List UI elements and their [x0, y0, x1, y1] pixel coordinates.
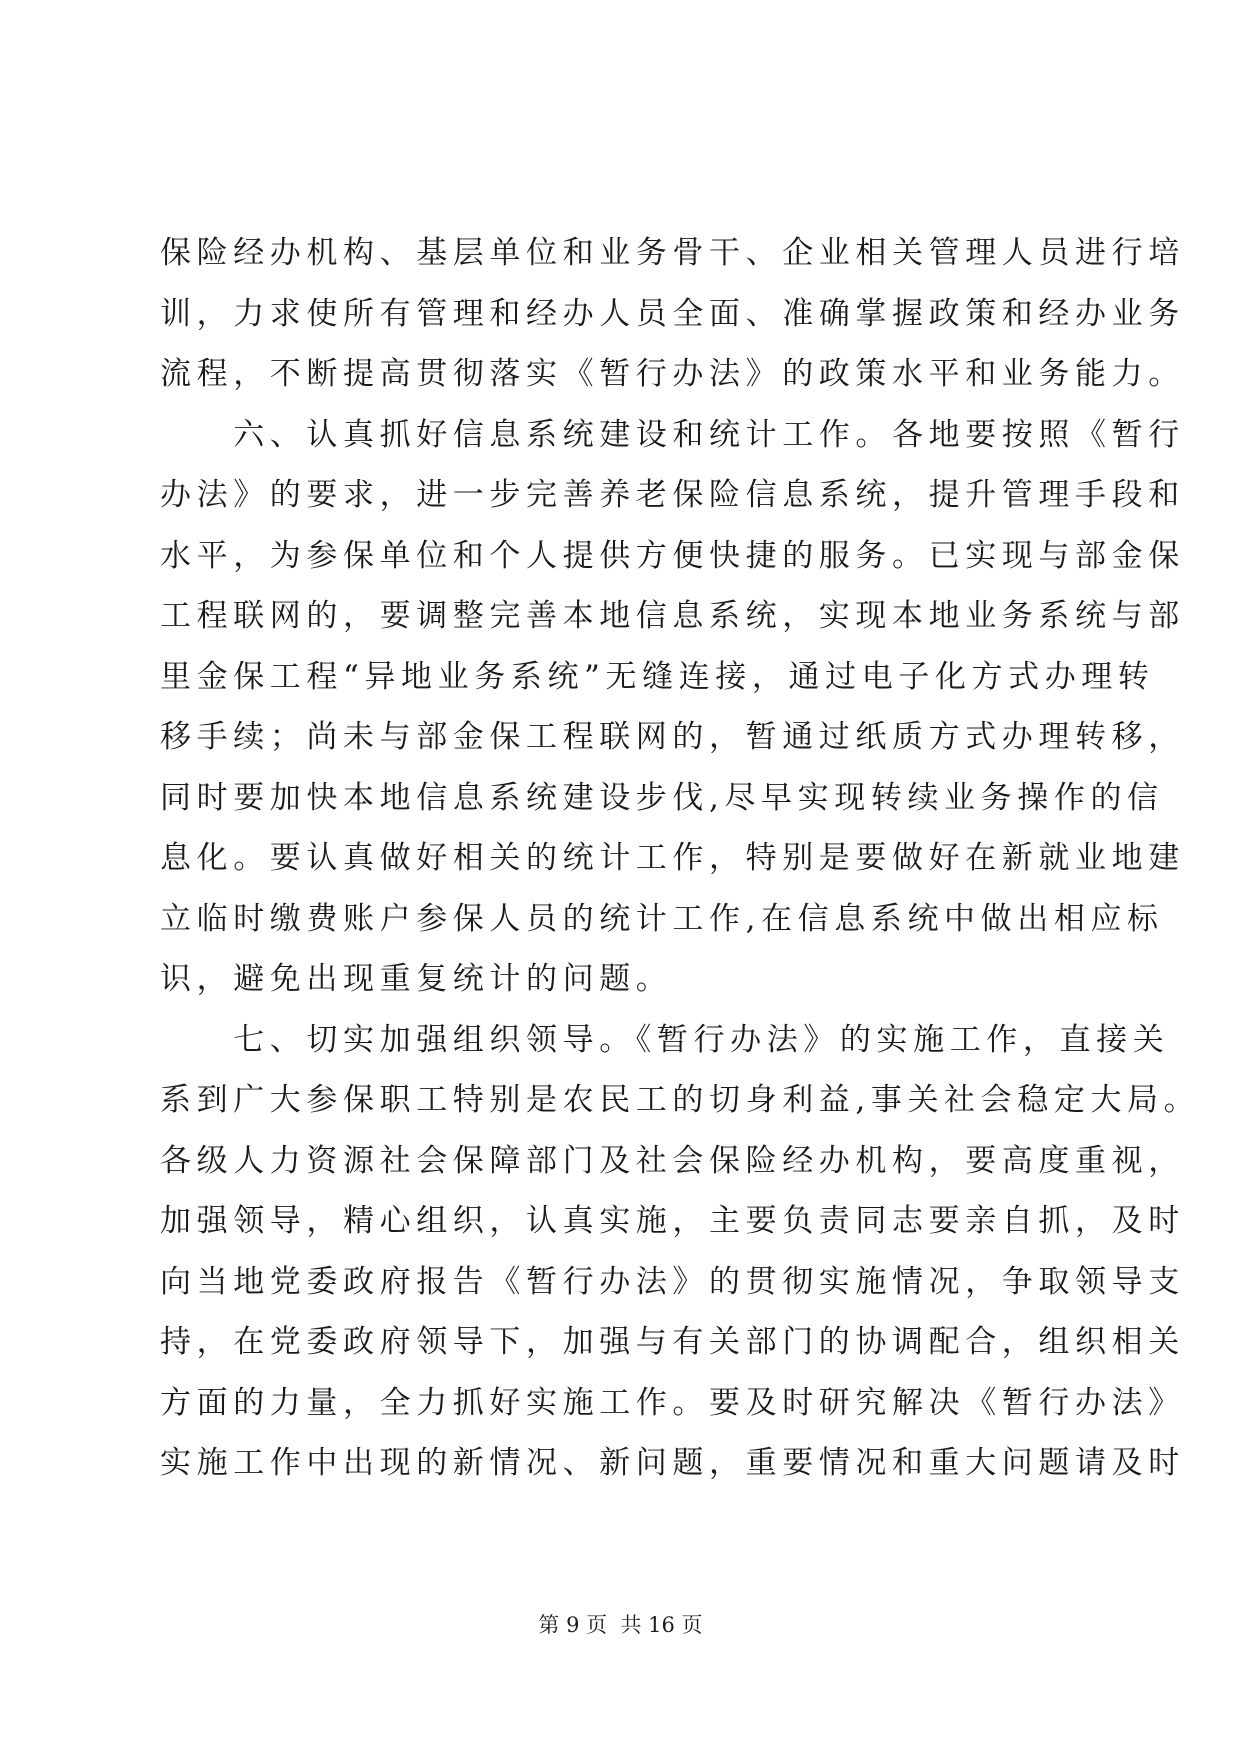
text-line: 各级人力资源社会保障部门及社会保险经办机构，要高度重视，: [160, 1142, 1185, 1179]
text-line: 里金保工程“异地业务系统”无缝连接，通过电子化方式办理转: [160, 658, 1155, 695]
text-line: 流程，不断提高贯彻落实《暂行办法》的政策水平和业务能力。: [160, 356, 1185, 392]
text-line: 训，力求使所有管理和经办人员全面、准确掌握政策和经办业务: [160, 295, 1185, 332]
text-line: 识，避免出现重复统计的问题。: [160, 961, 673, 997]
text-line: 系到广大参保职工特别是农民工的切身利益,事关社会稳定大局。: [160, 1082, 1201, 1118]
text-line: 加强领导，精心组织，认真实施，主要负责同志要亲自抓，及时: [160, 1203, 1185, 1239]
page-footer: [0, 1610, 1241, 1640]
text-line: 息化。要认真做好相关的统计工作，特别是要做好在新就业地建: [160, 840, 1185, 876]
document-body: [160, 223, 1201, 1494]
section-seven-heading-line: 七、切实加强组织领导。《暂行办法》的实施工作，直接关: [160, 1021, 1170, 1058]
text-line: 实施工作中出现的新情况、新问题，重要情况和重大问题请及时: [160, 1445, 1185, 1481]
text-line: 方面的力量，全力抓好实施工作。要及时研究解决《暂行办法》: [160, 1384, 1185, 1421]
text-line: 向当地党委政府报告《暂行办法》的贯彻实施情况，争取领导支: [160, 1263, 1185, 1300]
section-six-heading-line: 六、认真抓好信息系统建设和统计工作。各地要按照《暂行: [160, 416, 1185, 453]
text-line: 工程联网的，要调整完善本地信息系统，实现本地业务系统与部: [160, 598, 1185, 634]
text-line: 保险经办机构、基层单位和业务骨干、企业相关管理人员进行培: [160, 235, 1185, 271]
text-line: 移手续；尚未与部金保工程联网的，暂通过纸质方式办理转移，: [160, 719, 1185, 755]
text-line: 办法》的要求，进一步完善养老保险信息系统，提升管理手段和: [160, 477, 1185, 513]
text-line: 水平，为参保单位和个人提供方便快捷的服务。已实现与部金保: [160, 537, 1185, 574]
text-line: 同时要加快本地信息系统建设步伐,尽早实现转续业务操作的信: [160, 779, 1164, 816]
text-line: 持，在党委政府领导下，加强与有关部门的协调配合，组织相关: [160, 1324, 1185, 1360]
page-number-label: 第 9 页 共 16 页: [538, 1613, 703, 1637]
text-line: 立临时缴费账户参保人员的统计工作,在信息系统中做出相应标: [160, 900, 1164, 937]
